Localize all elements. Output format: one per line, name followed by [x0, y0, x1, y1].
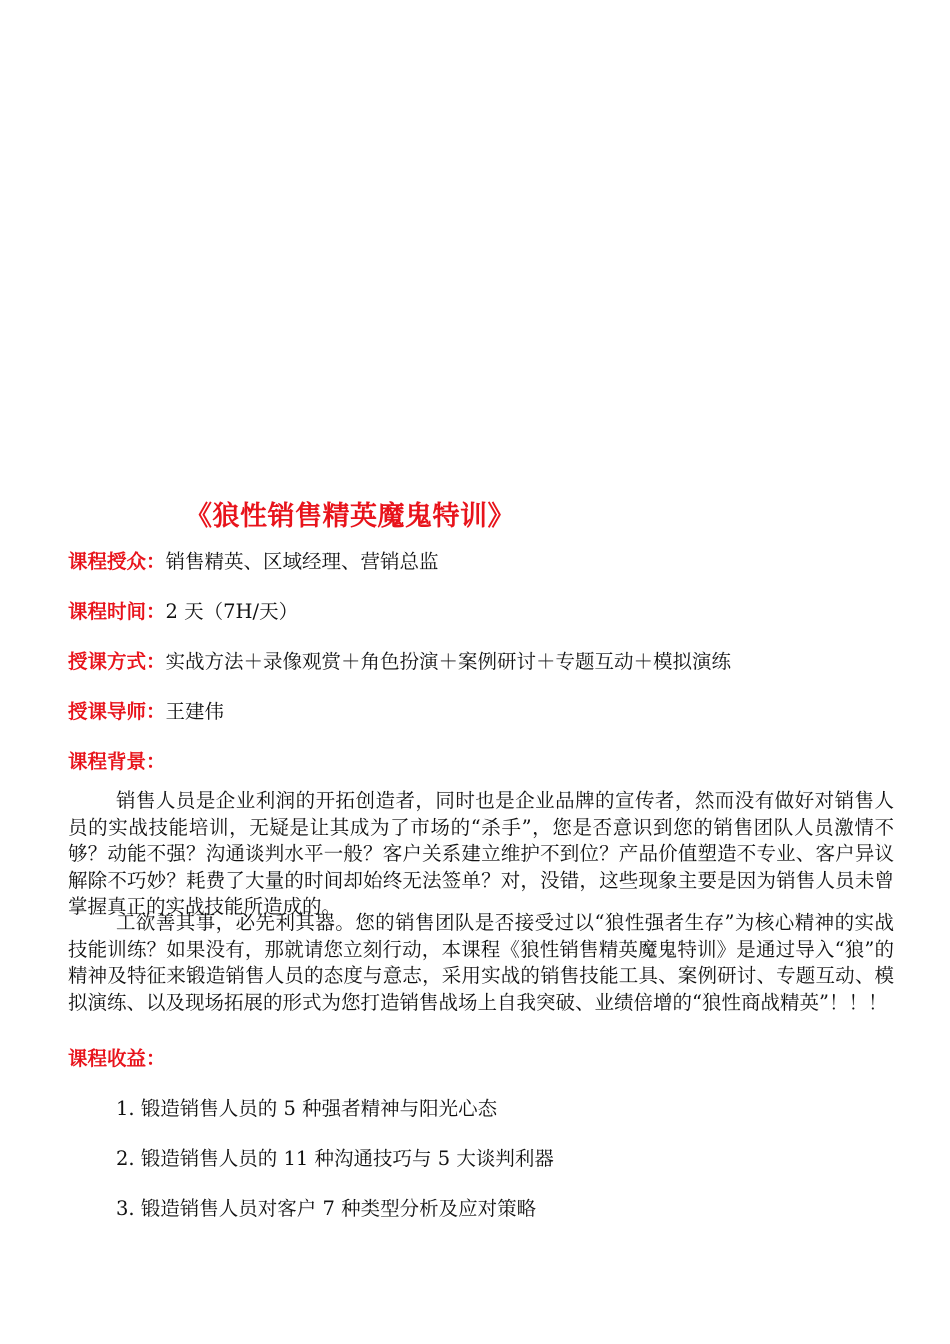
list-item: 3. 锻造销售人员对客户 7 种类型分析及应对策略 [116, 1197, 537, 1220]
course-title: 《狼性销售精英魔鬼特训》 [185, 501, 515, 532]
background-paragraph-1: 销售人员是企业利润的开拓创造者，同时也是企业品牌的宣传者，然而没有做好对销售人员的实战技能培训，无疑是让其成为了市场的“杀手”，您是否意识到您的销售团队人员激情不够？动能不强？沟通谈判水平一般？客户关系建立维护不到位？产品价值塑造不专业、客户异议解除不巧妙？耗费了大量的时间却始终无法签单？对，没错，这些现象主要是因为销售人员未曾掌握真正的实战技能所造成的。 [68, 789, 894, 918]
method-row [68, 649, 731, 675]
background-paragraph-2: 工欲善其事，必先利其器。您的销售团队是否接受过以“狼性强者生存”为核心精神的实战技能训练？如果没有，那就请您立刻行动，本课程《狼性销售精英魔鬼特训》是通过导入“狼”的精神及特征来锻造销售人员的态度与意志，采用实战的销售技能工具、案例研讨、专题互动、模拟演练、以及现场拓展的形式为您打造销售战场上自我突破、业绩倍增的“狼性商战精英”！！！ [68, 911, 894, 1014]
benefits-label: 课程收益： [68, 1047, 166, 1070]
duration-label: 课程时间： [68, 600, 166, 623]
duration-value: 2 天（7H/天） [165, 600, 299, 623]
audience-value: 销售精英、区域经理、营销总监 [165, 550, 439, 573]
background-label: 课程背景： [68, 750, 166, 773]
instructor-value: 王建伟 [165, 700, 225, 723]
method-value: 实战方法＋录像观赏＋角色扮演＋案例研讨＋专题互动＋模拟演练 [165, 650, 732, 673]
instructor-row [68, 699, 224, 725]
instructor-label: 授课导师： [68, 700, 166, 723]
list-item: 1. 锻造销售人员的 5 种强者精神与阳光心态 [116, 1097, 498, 1120]
benefits-heading [68, 1046, 166, 1072]
audience-row [68, 549, 439, 575]
method-label: 授课方式： [68, 650, 166, 673]
background-heading [68, 749, 166, 775]
audience-label: 课程授众： [68, 550, 166, 573]
list-item: 2. 锻造销售人员的 11 种沟通技巧与 5 大谈判利器 [116, 1147, 554, 1170]
duration-row [68, 599, 298, 625]
